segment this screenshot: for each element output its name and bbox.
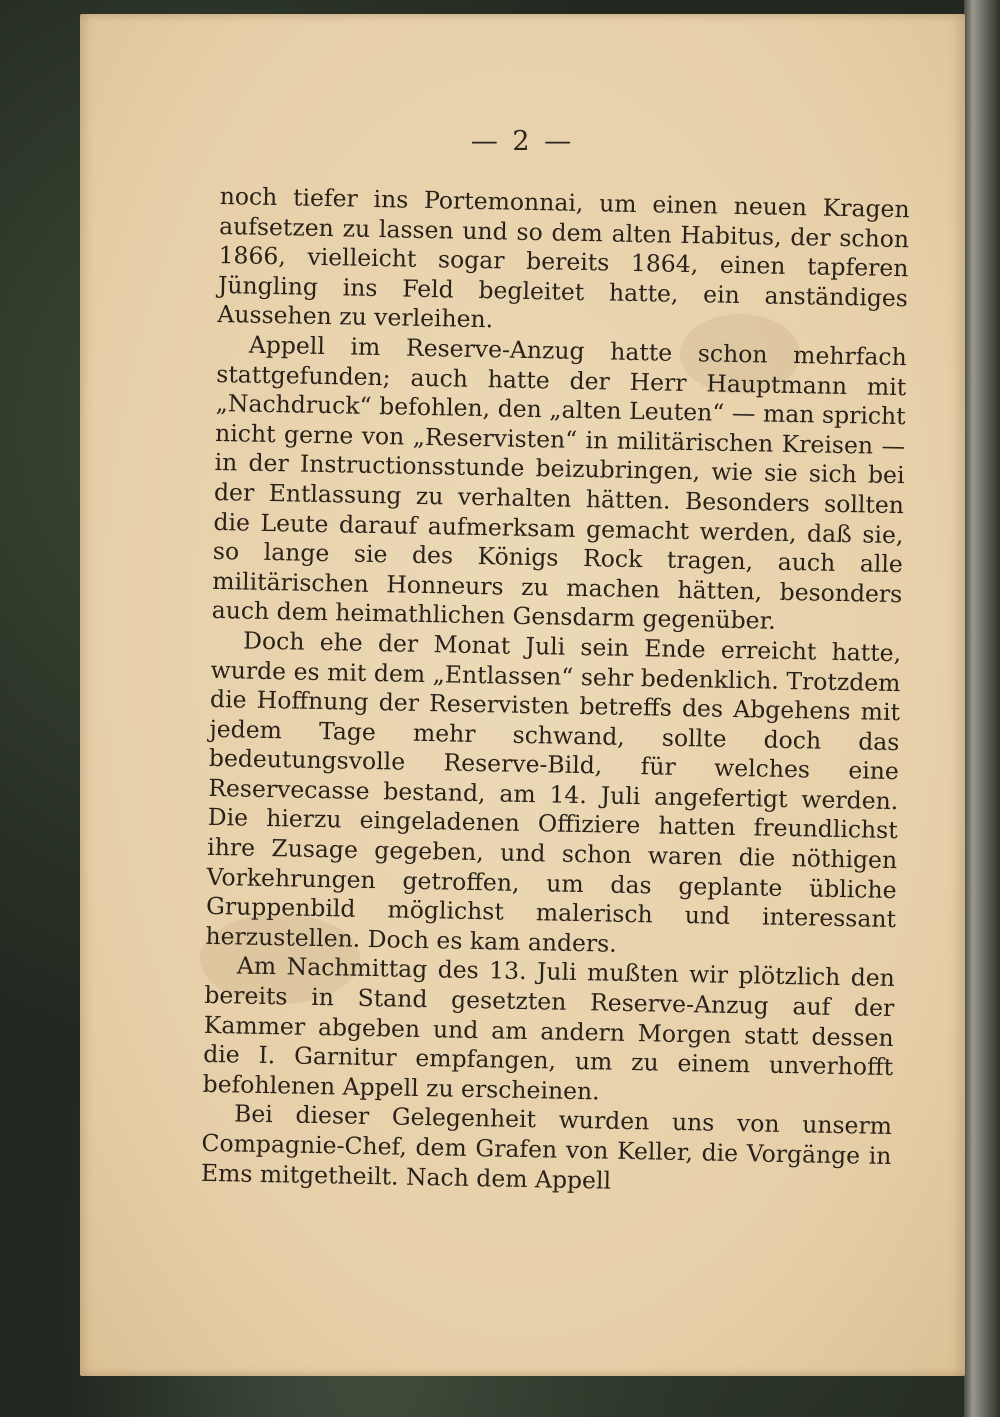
page-number: — 2 — — [470, 126, 575, 157]
paragraph: Doch ehe der Monat Juli sein Ende erreicht hatte, wurde es mit dem „Entlassen“ sehr bedenklich. Trotzdem die Hoffnung der Reservisten betreffs des Abgehens mit jedem Tage mehr schwand, sollte doch das bedeutungsvolle Reserve-Bild, für welches eine Reservecasse bestand, am 14. Juli angefertigt werden. Die hierzu eingeladenen Offiziere hatten freundlichst ihre Zusage gegeben, und schon waren die nöthigen Vorkehrungen getroffen, um das geplante übliche Gruppenbild möglichst malerisch und interessant herzustellen. Doch es kam anders. — [205, 626, 902, 958]
page-text — [201, 182, 910, 1201]
book-edge — [964, 0, 1000, 1417]
paragraph: noch tiefer ins Portemonnai, um einen neuen Kragen aufsetzen zu lassen und so dem alten Habitus, der schon 1866, vielleicht sogar bereits 1864, einen tapferen Jüngling ins Feld begleitet hatte, ein anständiges Aussehen zu verleihen. — [217, 182, 910, 334]
paragraph: Am Nachmittag des 13. Juli mußten wir plötzlich den bereits in Stand gesetzten Reserve-Anzug auf der Kammer abgeben und am andern Morgen statt dessen die I. Garnitur empfangen, um zu einem unverhofft befohlenen Appell zu erscheinen. — [202, 951, 896, 1106]
paragraph: Appell im Reserve-Anzug hatte schon mehrfach stattgefunden; auch hatte der Herr Hauptmann mit „Nachdruck“ befohlen, den „alten Leuten“ — man spricht nicht gerne von „Reservisten“ in militärischen Kreisen — in der Instructionsstunde beizubringen, wie sie sich bei der Entlassung zu verhalten hätten. Besonders sollten die Leute darauf aufmerksam gemacht werden, daß sie, so lange sie des Königs Rock tragen, auch alle militärischen Honneurs zu machen hätten, besonders auch dem heimathlichen Gensdarm gegenüber. — [211, 330, 908, 636]
book-page — [80, 14, 965, 1376]
paragraph: Bei dieser Gelegenheit wurden uns von unserm Compagnie-Chef, dem Grafen von Keller, die Vorgänge in Ems mitgetheilt. Nach dem Appell — [200, 1099, 893, 1195]
